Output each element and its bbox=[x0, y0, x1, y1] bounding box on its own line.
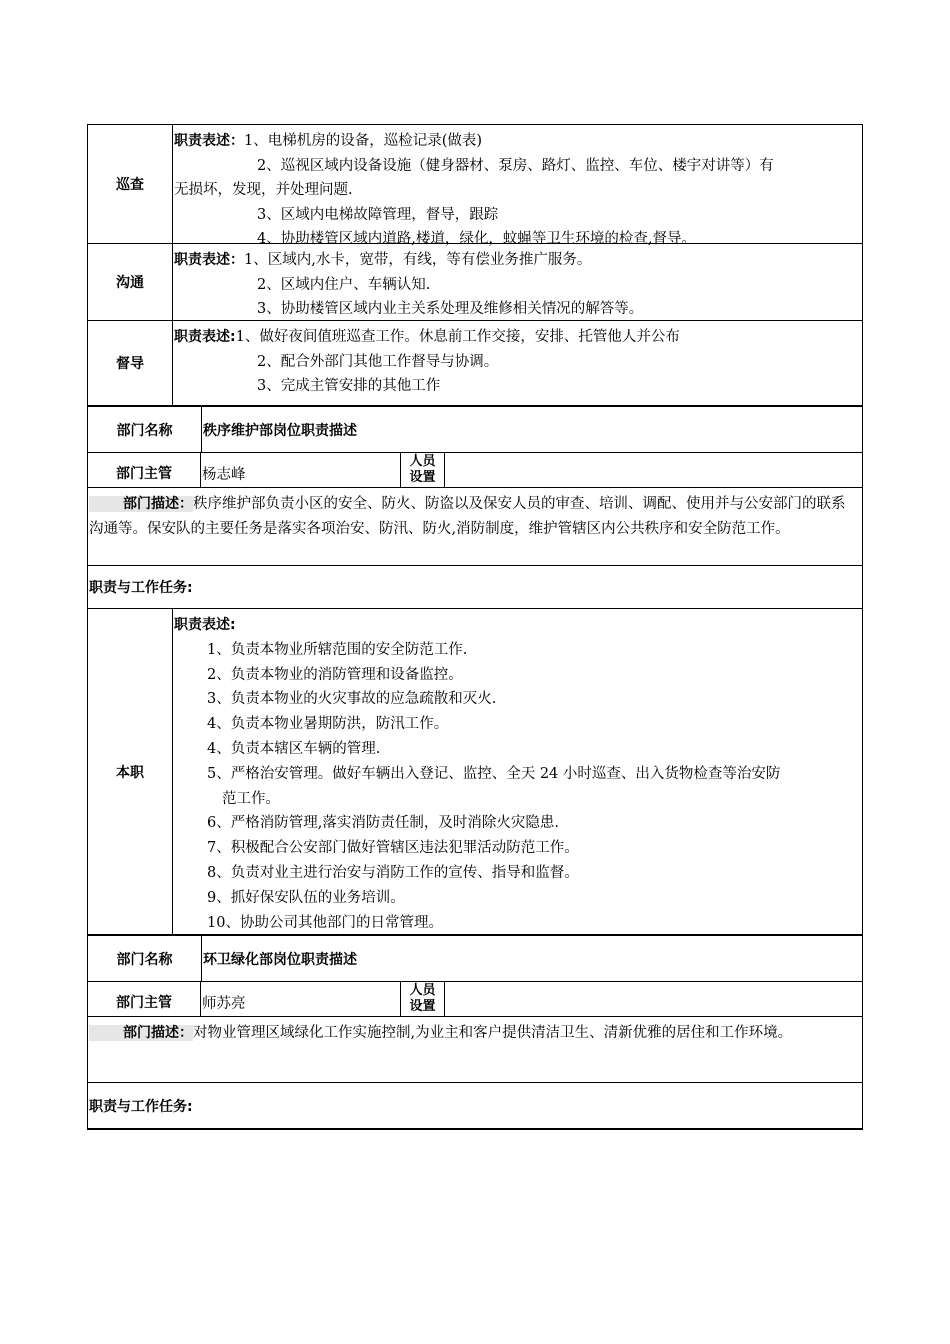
duty-first-line: 1、区域内,水卡，宽带，有线，等有偿业务推广服务。 bbox=[244, 252, 592, 268]
staffing-value bbox=[445, 982, 862, 1016]
dept-manager-value: 师苏亮 bbox=[201, 982, 401, 1016]
duty-heading: 职责表述： bbox=[174, 133, 244, 149]
dept-name-row bbox=[87, 936, 863, 982]
duty-line bbox=[174, 325, 860, 350]
dept-manager-row bbox=[87, 453, 863, 488]
duty-line: 2、巡视区域内设备设施（健身器材、泵房、路灯、监控、车位、楼宇对讲等）有 bbox=[257, 157, 774, 174]
duty-line: 2、配合外部门其他工作督导与协调。 bbox=[257, 353, 499, 370]
duty-row-label: 巡查 bbox=[88, 125, 173, 243]
duty-item: 7、积极配合公安部门做好管辖区违法犯罪活动防范工作。 bbox=[207, 840, 579, 857]
duty-row-supervision bbox=[87, 321, 863, 407]
duty-item: 1、负责本物业所辖范围的安全防范工作. bbox=[207, 641, 468, 658]
duty-item: 3、负责本物业的火灾事故的应急疏散和灭火. bbox=[207, 691, 497, 708]
duty-row-content bbox=[173, 609, 862, 937]
staffing-label-line: 设置 bbox=[409, 470, 436, 485]
dept-name-label: 部门名称 bbox=[88, 936, 202, 981]
staffing-label-line: 人员 bbox=[409, 454, 436, 469]
duty-row-label: 本职 bbox=[88, 609, 173, 934]
duty-row-main bbox=[87, 609, 863, 936]
dept-manager-label: 部门主管 bbox=[88, 982, 201, 1016]
dept-manager-value: 杨志峰 bbox=[201, 453, 401, 487]
dept-description-label: 部门描述： bbox=[89, 496, 193, 512]
staffing-label bbox=[401, 982, 445, 1016]
duty-row-label: 督导 bbox=[88, 321, 173, 405]
duty-line: 无损坏，发现，并处理问题. bbox=[174, 182, 353, 198]
staffing-value bbox=[445, 453, 862, 487]
duty-item: 10、协助公司其他部门的日常管理。 bbox=[207, 914, 443, 931]
duty-heading: 职责表述: bbox=[174, 329, 236, 345]
duty-item: 5、严格治安管理。做好车辆出入登记、监控、全天 24 小时巡查、出入货物检查等治安防 bbox=[207, 765, 781, 782]
duty-item: 4、负责本物业暑期防洪，防汛工作。 bbox=[207, 716, 449, 733]
dept-description-text: 对物业管理区域绿化工作实施控制,为业主和客户提供清洁卫生、清新优雅的居住和工作环境。 bbox=[193, 1025, 793, 1041]
duty-line: 3、区域内电梯故障管理，督导，跟踪 bbox=[257, 206, 499, 223]
dept-name-label: 部门名称 bbox=[88, 407, 202, 452]
duty-row-communication bbox=[87, 244, 863, 321]
document-table bbox=[87, 124, 863, 1130]
dept-name-value: 环卫绿化部岗位职责描述 bbox=[203, 951, 357, 968]
duty-item: 6、严格消防管理,落实消防责任制，及时消除火灾隐患. bbox=[207, 815, 559, 832]
duty-row-content bbox=[173, 125, 862, 254]
duty-item: 9、抓好保安队伍的业务培训。 bbox=[207, 889, 405, 906]
dept-description-label: 部门描述： bbox=[89, 1025, 193, 1041]
dept-manager-label: 部门主管 bbox=[88, 453, 201, 487]
duty-heading: 职责表述： bbox=[174, 252, 244, 268]
duty-row-inspection bbox=[87, 124, 863, 247]
duty-first-line: 1、电梯机房的设备，巡检记录(做表) bbox=[244, 133, 483, 149]
duty-row-label: 沟通 bbox=[88, 244, 173, 320]
dept-description bbox=[87, 1017, 863, 1083]
duty-line: 4、协助楼管区域内道路,楼道，绿化，蚊蝇等卫生环境的检查,督导。 bbox=[257, 231, 696, 247]
staffing-label bbox=[401, 453, 445, 487]
duty-item: 2、负责本物业的消防管理和设备监控。 bbox=[207, 666, 463, 683]
duty-line: 3、协助楼管区域内业主关系处理及维修相关情况的解答等。 bbox=[257, 301, 644, 317]
duty-line bbox=[174, 129, 860, 154]
dept-description-text: 秩序维护部负责小区的安全、防火、防盗以及保安人员的审查、培训、调配、使用并与公安部门的联系沟通等。保安队的主要任务是落实各项治安、防汛、防火,消防制度，维护管辖区内公共秩序和安全防范工作。 bbox=[89, 496, 846, 537]
duty-item: 范工作。 bbox=[222, 790, 280, 807]
duty-row-content bbox=[173, 321, 862, 401]
duty-item: 8、负责对业主进行治安与消防工作的宣传、指导和监督。 bbox=[207, 864, 579, 881]
duties-tasks-heading bbox=[87, 1083, 863, 1130]
dept-manager-row bbox=[87, 982, 863, 1017]
dept-description bbox=[87, 488, 863, 566]
duties-tasks-label: 职责与工作任务: bbox=[89, 580, 193, 596]
duties-tasks-label: 职责与工作任务: bbox=[89, 1098, 193, 1115]
duty-row-content bbox=[173, 244, 862, 324]
duties-tasks-heading bbox=[87, 566, 863, 609]
duty-line bbox=[174, 248, 860, 273]
duty-first-line: 1、做好夜间值班巡查工作。休息前工作交接，安排、托管他人并公布 bbox=[235, 329, 680, 345]
dept-name-value: 秩序维护部岗位职责描述 bbox=[203, 422, 357, 439]
duty-line: 2、区域内住户、车辆认知. bbox=[257, 276, 431, 293]
staffing-label-line: 人员 bbox=[409, 983, 436, 998]
dept-name-row bbox=[87, 407, 863, 453]
duty-line: 3、完成主管安排的其他工作 bbox=[257, 378, 441, 394]
duty-heading: 职责表述: bbox=[174, 617, 236, 633]
duty-item: 4、负责本辖区车辆的管理. bbox=[207, 740, 381, 757]
staffing-label-line: 设置 bbox=[409, 999, 436, 1014]
